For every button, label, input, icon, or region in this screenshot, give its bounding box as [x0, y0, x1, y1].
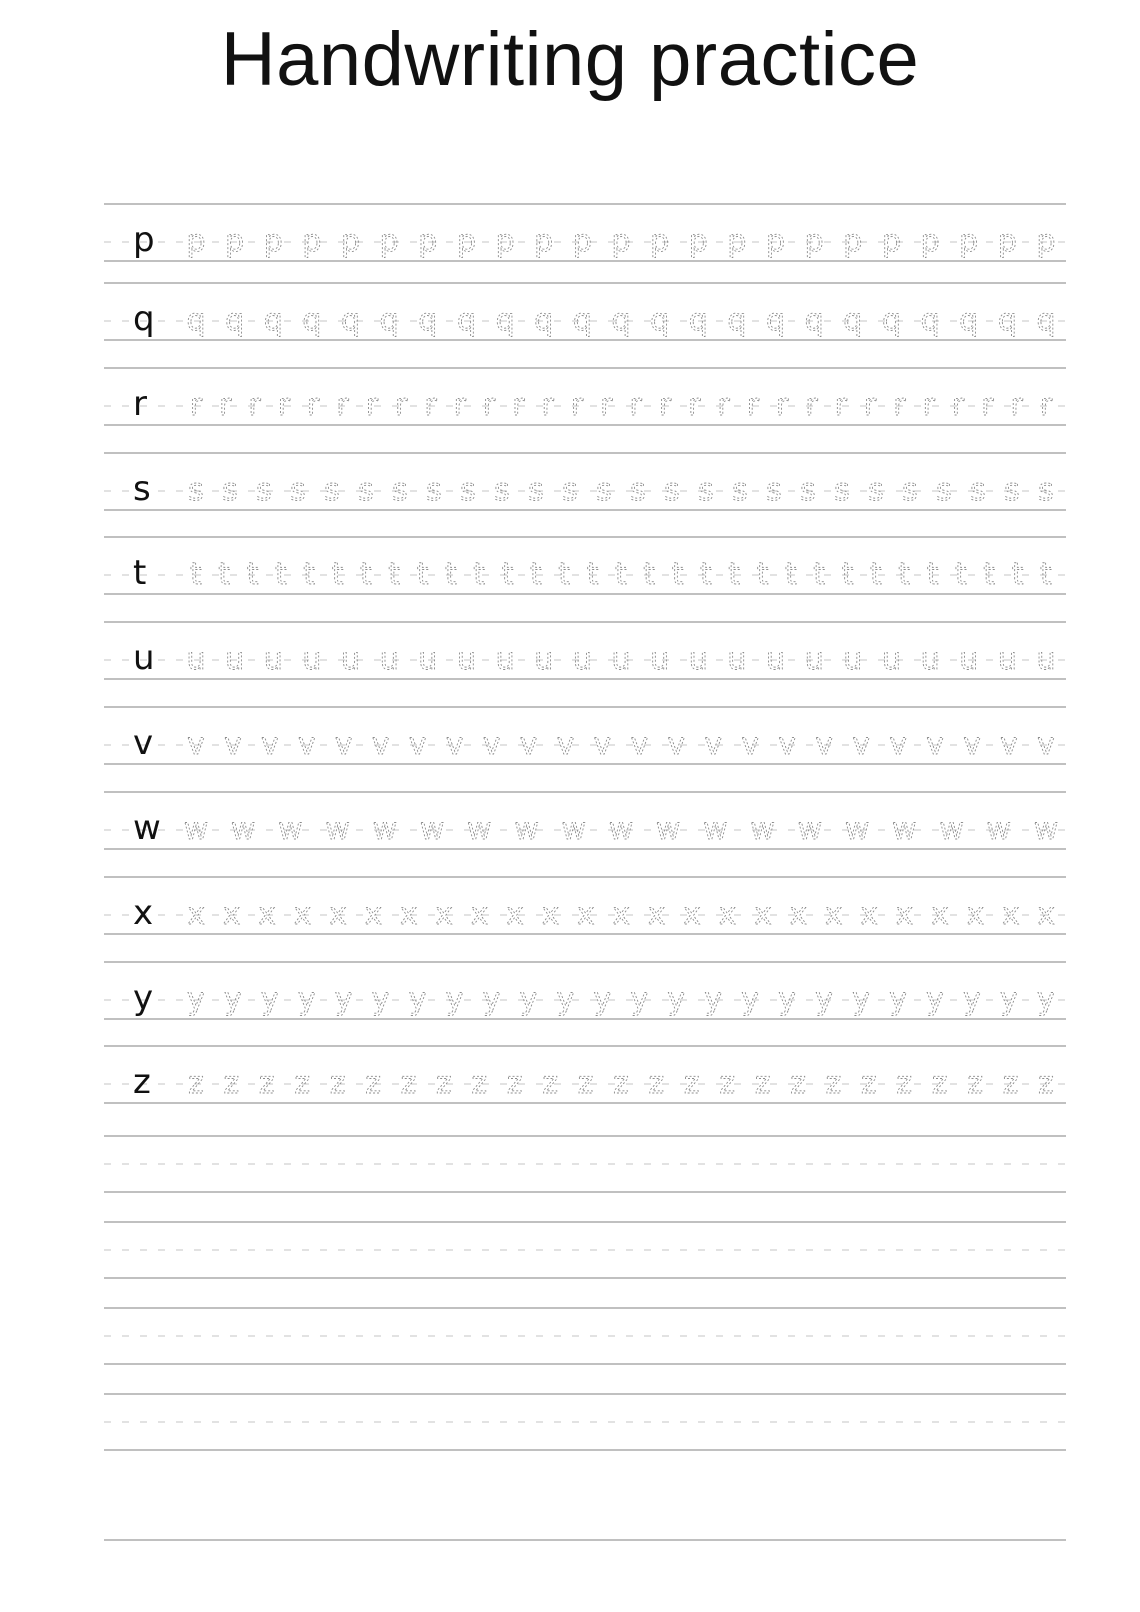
trace-letter: t: [445, 557, 457, 592]
trace-letter: y: [1000, 982, 1018, 1017]
trace-letter: p: [263, 224, 283, 259]
trace-letter: p: [881, 224, 902, 259]
trace-letter: p: [225, 224, 245, 259]
trace-letter: x: [647, 897, 666, 932]
trace-letter: x: [399, 897, 418, 932]
trace-letter: r: [248, 388, 261, 423]
trace-letter: s: [1004, 473, 1020, 508]
trace-letter: z: [719, 1066, 736, 1101]
trace-letter: q: [959, 303, 979, 338]
trace-letter: u: [804, 642, 824, 677]
trace-letter: z: [223, 1066, 240, 1101]
trace-letter: v: [667, 727, 686, 762]
trace-letter: q: [997, 303, 1017, 338]
trace-letter: s: [188, 473, 204, 508]
trace-letter: u: [534, 642, 554, 677]
trace-letter: v: [334, 727, 353, 762]
trace-letter: v: [815, 727, 834, 762]
trace-letter: s: [834, 473, 850, 508]
trace-letter: x: [824, 897, 843, 932]
trace-letter: s: [630, 473, 646, 508]
trace-letter: r: [717, 388, 730, 423]
trace-letter: u: [765, 642, 786, 677]
trace-letter: r: [307, 388, 320, 423]
trace-letter: v: [963, 727, 981, 762]
trace-letter: r: [482, 388, 496, 423]
trace-letter: t: [813, 557, 826, 592]
trace-letter: w: [183, 812, 209, 847]
trace-letter: u: [727, 642, 747, 677]
trace-letter: t: [360, 557, 372, 592]
trace-letter: y: [556, 982, 575, 1017]
model-letter: w: [133, 808, 161, 848]
trace-letter: z: [648, 1066, 665, 1101]
trace-letter: p: [379, 224, 399, 259]
trace-letter: q: [765, 303, 786, 338]
trace-letter: r: [395, 388, 408, 423]
trace-letter: q: [611, 303, 631, 338]
trace-letter: x: [364, 897, 382, 932]
trace-letter: y: [852, 982, 871, 1017]
trace-letter: p: [572, 224, 592, 259]
trace-letter: r: [776, 388, 789, 423]
trace-letter: p: [611, 224, 631, 259]
trace-letter: q: [1036, 303, 1056, 338]
trace-letter: z: [825, 1066, 842, 1101]
trace-letter: x: [682, 897, 701, 932]
trace-letter: w: [419, 812, 445, 847]
trace-letter: r: [219, 388, 232, 423]
trace-letter: v: [261, 727, 279, 762]
trace-letter: q: [225, 303, 245, 338]
trace-letter: y: [741, 982, 760, 1017]
trace-letter: w: [561, 812, 587, 847]
trace-letter: u: [997, 642, 1017, 677]
trace-letter: x: [753, 897, 772, 932]
trace-letter: x: [1037, 897, 1055, 932]
trace-letter: t: [955, 557, 967, 592]
trace-letter: v: [1037, 727, 1055, 762]
trace-letter: z: [754, 1066, 771, 1101]
trace-letter: w: [797, 812, 823, 847]
trace-letter: x: [895, 897, 914, 932]
trace-letter: r: [893, 388, 906, 423]
trace-letter: p: [920, 224, 940, 259]
trace-letter: r: [424, 388, 437, 423]
trace-letter: t: [218, 557, 231, 592]
trace-letter: r: [336, 388, 349, 423]
trace-letter: y: [224, 982, 242, 1017]
trace-letter: z: [896, 1066, 913, 1101]
trace-letter: v: [741, 727, 760, 762]
trace-letter: p: [302, 224, 322, 259]
trace-letter: p: [804, 224, 824, 259]
trace-letter: s: [256, 473, 272, 508]
model-letter: s: [133, 469, 151, 509]
trace-letter: r: [512, 388, 525, 423]
model-letter: r: [133, 384, 147, 424]
model-letter: x: [133, 893, 154, 933]
trace-letter: t: [756, 557, 769, 592]
trace-letter: s: [970, 473, 986, 508]
trace-letter: v: [371, 727, 390, 762]
trace-letter: s: [902, 473, 918, 508]
trace-letter: y: [630, 982, 649, 1017]
trace-letter: t: [331, 557, 344, 592]
trace-letter: q: [804, 303, 824, 338]
trace-letter: t: [841, 557, 854, 592]
trace-letter: t: [615, 557, 627, 592]
trace-letter: z: [436, 1066, 452, 1101]
trace-letter: v: [852, 727, 871, 762]
trace-letter: p: [534, 224, 554, 259]
trace-letter: t: [926, 557, 939, 592]
trace-letter: r: [658, 388, 672, 423]
trace-letter: v: [298, 727, 316, 762]
trace-letter: v: [889, 727, 908, 762]
trace-letter: r: [365, 388, 379, 423]
trace-letter: y: [298, 982, 316, 1017]
trace-letter: x: [257, 897, 276, 932]
trace-letter: t: [586, 557, 599, 592]
trace-letter: y: [667, 982, 686, 1017]
trace-letter: z: [471, 1066, 488, 1101]
page-title: Handwriting practice: [220, 17, 920, 102]
trace-letter: y: [482, 982, 501, 1017]
trace-letter: r: [1039, 388, 1053, 423]
trace-letter: p: [959, 224, 979, 259]
trace-letter: t: [558, 557, 571, 592]
trace-letter: t: [501, 557, 514, 592]
trace-letter: z: [365, 1066, 381, 1101]
trace-letter: p: [650, 224, 670, 259]
trace-letter: y: [1037, 982, 1055, 1017]
trace-letter: s: [766, 473, 782, 508]
trace-letter: r: [805, 388, 818, 423]
trace-letter: z: [577, 1066, 594, 1101]
trace-letter: y: [926, 982, 944, 1017]
trace-letter: p: [456, 224, 477, 259]
trace-letter: r: [277, 388, 291, 423]
trace-letter: s: [494, 473, 510, 508]
trace-letter: w: [608, 812, 634, 847]
trace-letter: q: [263, 303, 283, 338]
trace-letter: u: [611, 642, 631, 677]
trace-letter: p: [340, 224, 361, 259]
trace-letter: v: [704, 727, 723, 762]
trace-letter: w: [1033, 812, 1059, 847]
trace-letter: p: [186, 224, 206, 259]
trace-letter: t: [275, 557, 287, 592]
trace-letter: r: [688, 388, 701, 423]
trace-letter: x: [222, 897, 241, 932]
trace-letter: p: [1036, 224, 1056, 259]
trace-letter: u: [881, 642, 902, 677]
trace-letter: t: [728, 557, 741, 592]
trace-letter: v: [482, 727, 501, 762]
trace-letter: w: [467, 812, 492, 847]
trace-letter: s: [698, 473, 714, 508]
trace-letter: u: [920, 642, 940, 677]
trace-letter: t: [785, 557, 797, 592]
trace-letter: y: [371, 982, 390, 1017]
trace-letter: s: [324, 473, 340, 508]
trace-letter: z: [931, 1066, 948, 1101]
trace-letter: x: [576, 897, 595, 932]
trace-letter: s: [868, 473, 884, 508]
trace-letter: w: [892, 812, 917, 847]
trace-letter: y: [963, 982, 981, 1017]
trace-letter: x: [789, 897, 807, 932]
trace-letter: q: [650, 303, 670, 338]
trace-letter: y: [778, 982, 797, 1017]
trace-letter: z: [683, 1066, 700, 1101]
trace-letter: t: [530, 557, 542, 592]
trace-letter: y: [704, 982, 723, 1017]
trace-letter: v: [1000, 727, 1018, 762]
trace-letter: u: [379, 642, 399, 677]
trace-letter: v: [224, 727, 242, 762]
trace-letter: t: [303, 557, 316, 592]
trace-letter: s: [664, 473, 680, 508]
trace-letter: q: [920, 303, 940, 338]
trace-letter: v: [519, 727, 538, 762]
trace-letter: x: [187, 897, 205, 932]
trace-letter: q: [418, 303, 438, 338]
trace-letter: z: [188, 1066, 204, 1101]
trace-letter: w: [230, 812, 256, 847]
trace-letter: r: [981, 388, 994, 423]
trace-letter: w: [372, 812, 398, 847]
trace-letter: p: [843, 224, 863, 259]
trace-letter: x: [1001, 897, 1020, 932]
trace-letter: z: [258, 1066, 275, 1101]
model-letter: y: [133, 978, 154, 1018]
trace-letter: u: [650, 642, 670, 677]
trace-letter: u: [456, 642, 477, 677]
trace-letter: v: [445, 727, 464, 762]
trace-letter: x: [328, 897, 347, 932]
trace-letter: y: [445, 982, 464, 1017]
trace-letter: z: [1038, 1066, 1054, 1101]
trace-letter: t: [416, 557, 429, 592]
trace-letter: t: [870, 557, 882, 592]
trace-letter: p: [688, 224, 708, 259]
trace-letter: r: [951, 388, 965, 423]
trace-letter: s: [528, 473, 544, 508]
trace-letter: z: [861, 1066, 877, 1101]
model-letter: t: [133, 553, 147, 593]
trace-letter: t: [700, 557, 712, 592]
trace-letter: t: [388, 557, 401, 592]
trace-letter: u: [302, 642, 322, 677]
trace-letter: u: [1036, 642, 1056, 677]
trace-letter: r: [453, 388, 466, 423]
trace-letter: s: [290, 473, 306, 508]
trace-letter: q: [688, 303, 708, 338]
trace-letter: r: [863, 388, 877, 423]
trace-letter: s: [1038, 473, 1054, 508]
trace-letter: t: [671, 557, 684, 592]
trace-letter: q: [379, 303, 399, 338]
trace-letter: q: [881, 303, 902, 338]
trace-letter: z: [542, 1066, 559, 1101]
trace-letter: v: [187, 727, 205, 762]
trace-letter: z: [790, 1066, 806, 1101]
trace-letter: y: [593, 982, 612, 1017]
trace-letter: s: [222, 473, 238, 508]
trace-letter: t: [246, 557, 259, 592]
trace-letter: x: [470, 897, 489, 932]
trace-letter: u: [340, 642, 361, 677]
trace-letter: s: [936, 473, 952, 508]
trace-letter: r: [922, 388, 935, 423]
trace-letter: s: [562, 473, 578, 508]
trace-letter: y: [261, 982, 279, 1017]
trace-letter: s: [596, 473, 612, 508]
trace-letter: s: [732, 473, 748, 508]
trace-letter: t: [1040, 557, 1052, 592]
trace-letter: r: [746, 388, 760, 423]
trace-letter: v: [630, 727, 649, 762]
trace-letter: w: [939, 812, 964, 847]
trace-letter: u: [186, 642, 206, 677]
trace-letter: y: [519, 982, 538, 1017]
trace-letter: r: [834, 388, 847, 423]
trace-letter: r: [629, 388, 642, 423]
model-letter: p: [133, 220, 155, 260]
trace-letter: u: [225, 642, 245, 677]
trace-letter: u: [959, 642, 979, 677]
trace-letter: u: [572, 642, 592, 677]
trace-letter: r: [1010, 388, 1023, 423]
trace-letter: s: [460, 473, 476, 508]
model-letter: u: [133, 638, 155, 678]
trace-letter: y: [889, 982, 908, 1017]
trace-letter: v: [408, 727, 427, 762]
trace-letter: s: [800, 473, 816, 508]
trace-letter: r: [600, 388, 613, 423]
trace-letter: z: [294, 1066, 311, 1101]
trace-letter: w: [514, 812, 539, 847]
trace-letter: q: [495, 303, 515, 338]
trace-letter: x: [435, 897, 453, 932]
trace-letter: z: [506, 1066, 523, 1101]
trace-letter: u: [418, 642, 438, 677]
trace-letter: u: [843, 642, 863, 677]
trace-letter: z: [613, 1066, 629, 1101]
trace-letter: p: [765, 224, 786, 259]
model-letter: z: [133, 1062, 151, 1102]
trace-letter: r: [570, 388, 584, 423]
trace-letter: t: [643, 557, 656, 592]
trace-letter: w: [703, 812, 728, 847]
trace-letter: x: [966, 897, 985, 932]
trace-letter: w: [750, 812, 775, 847]
trace-letter: y: [187, 982, 205, 1017]
trace-letter: w: [844, 812, 870, 847]
trace-letter: x: [718, 897, 737, 932]
trace-letter: u: [263, 642, 283, 677]
trace-letter: z: [967, 1066, 984, 1101]
trace-letter: q: [302, 303, 322, 338]
trace-letter: v: [778, 727, 797, 762]
trace-letter: w: [655, 812, 681, 847]
trace-letter: q: [572, 303, 592, 338]
trace-letter: x: [541, 897, 560, 932]
trace-letter: p: [495, 224, 515, 259]
trace-letter: t: [190, 557, 202, 592]
trace-letter: q: [186, 303, 206, 338]
trace-letter: z: [400, 1066, 417, 1101]
trace-letter: t: [1011, 557, 1024, 592]
trace-letter: s: [358, 473, 374, 508]
trace-letter: q: [727, 303, 747, 338]
trace-letter: v: [593, 727, 612, 762]
trace-letter: x: [860, 897, 878, 932]
trace-letter: p: [997, 224, 1017, 259]
trace-letter: p: [418, 224, 438, 259]
trace-letter: s: [426, 473, 442, 508]
trace-letter: x: [612, 897, 630, 932]
trace-letter: z: [1002, 1066, 1019, 1101]
trace-letter: y: [334, 982, 353, 1017]
trace-letter: q: [534, 303, 554, 338]
trace-letter: t: [898, 557, 911, 592]
trace-letter: u: [688, 642, 708, 677]
trace-letter: x: [930, 897, 949, 932]
model-letter: v: [133, 723, 154, 763]
trace-letter: r: [189, 388, 203, 423]
trace-letter: y: [408, 982, 427, 1017]
trace-letter: w: [325, 812, 350, 847]
trace-letter: t: [473, 557, 486, 592]
trace-letter: q: [843, 303, 863, 338]
trace-letter: w: [278, 812, 303, 847]
trace-letter: x: [505, 897, 524, 932]
trace-letter: s: [392, 473, 408, 508]
trace-letter: v: [926, 727, 944, 762]
trace-letter: r: [541, 388, 554, 423]
trace-letter: v: [556, 727, 575, 762]
trace-letter: u: [495, 642, 515, 677]
trace-letter: q: [456, 303, 477, 338]
trace-letter: w: [986, 812, 1012, 847]
trace-letter: t: [983, 557, 996, 592]
trace-letter: x: [293, 897, 312, 932]
trace-letter: y: [815, 982, 834, 1017]
model-letter: q: [133, 299, 155, 339]
trace-letter: z: [329, 1066, 346, 1101]
trace-letter: p: [727, 224, 747, 259]
trace-letter: q: [340, 303, 361, 338]
